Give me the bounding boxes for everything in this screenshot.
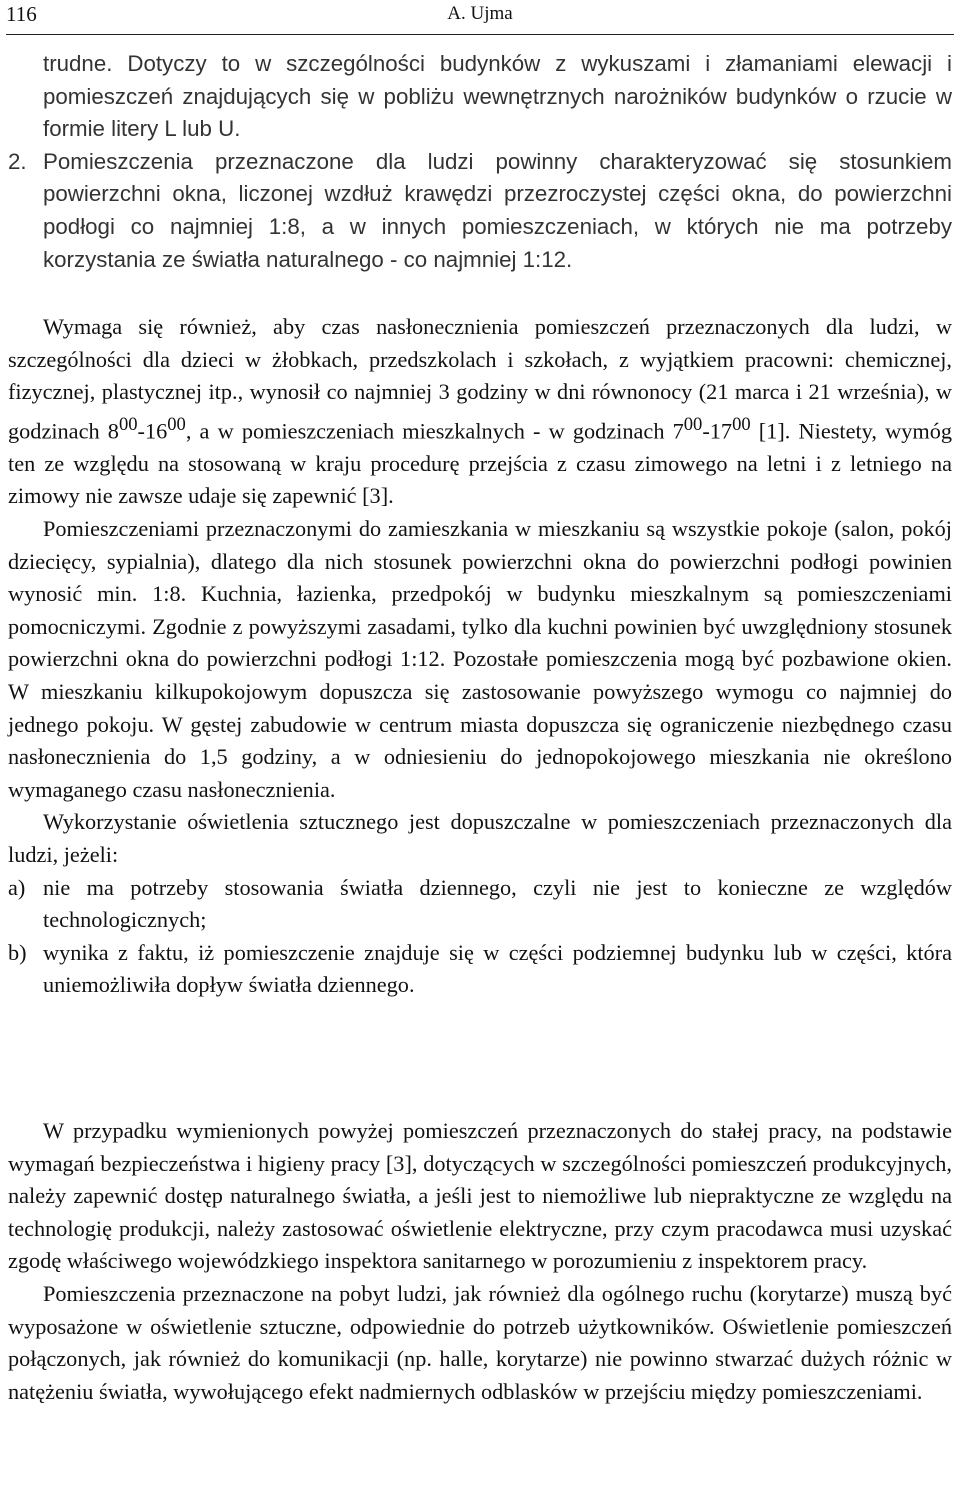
list-item-a (8, 872, 952, 937)
insolation-text-4: -17 (702, 418, 733, 444)
paragraph-work: W przypadku wymienionych powyżej pomieszczeń przeznaczonych do stałej pracy, na podstawie wymagań bezpieczeństwa i higieny pracy [3], dotyczących w szczególności pomieszczeń produkcyjnych, należy zapewnić dostęp naturalnego światła, a jeśli jest to niemożliwe lub niepraktyczne ze względu na technologię produkcji, należy zastosować oświetlenie elektryczne, przy czym pracodawca musi uzyskać zgodę właściwego wojewódzkiego inspektora sanitarnego w porozumieniu z inspektorem pracy. (8, 1118, 952, 1274)
insolation-text-1: Wymaga się również, aby czas nasłonecznienia pomieszczeń przeznaczonych dla ludzi, w szczególności dla dzieci w żłobkach, przedszkolach i szkołach, z wyjątkiem pracowni: chemicznej, fizycznej, plastycznej itp., wynosił co najmniej 3 godziny w dni równonocy (21 marca i 21 września), w godzinach 8 (8, 314, 952, 444)
superscript-1: 00 (118, 413, 138, 435)
main-text (8, 311, 952, 1002)
page-number: 116 (6, 2, 37, 26)
paragraph-rooms: Pomieszczeniami przeznaczonymi do zamieszkania w mieszkaniu są wszystkie pokoje (salon, pokój dziecięcy, sypialnia), dlatego dla nich stosunek powierzchni okna do powierzchni podłogi powinien wynosić min. 1:8. Kuchnia, łazienka, przedpokój w budynku mieszkalnym są pomieszczeniami pomocniczymi. Zgodnie z powyższymi zasadami, tylko dla kuchni powinien być uwzględniony stosunek powierzchni okna do powierzchni podłogi 1:12. Pozostałe pomieszczenia mogą być pozbawione okien. W mieszkaniu kilkupokojowym dopuszcza się zastosowanie powyższego wymogu co najmniej do jednego pokoju. W gęstej zabudowie w centrum miasta dopuszcza się ograniczenie niezbędnego czasu nasłonecznienia do 1,5 godziny, a w odniesieniu do jednopokojowego mieszkania nie określono wymaganego czasu nasłonecznienia. (8, 515, 952, 802)
item2-text: Pomieszczenia przeznaczone dla ludzi powinny charakteryzować się stosunkiem powierzchni okna, liczonej wzdłuż krawędzi przezroczystej części okna, do powierzchni podłogi co najmniej 1:8, a w innych pomieszczeniach, w których nie ma potrzeby korzystania ze światła naturalnego - co najmniej 1:12. (43, 148, 952, 272)
item2 (8, 146, 952, 276)
list-item-b (8, 937, 952, 1002)
superscript-2: 00 (167, 413, 186, 435)
list-marker-a: a) (8, 874, 26, 900)
superscript-3: 00 (683, 413, 703, 435)
main-text-lower (8, 1115, 952, 1408)
paragraph-artificial-light: Wykorzystanie oświetlenia sztucznego jest dopuszczalne w pomieszczeniach przeznaczonych dla ludzi, jeżeli: (8, 809, 952, 867)
item2-marker: 2. (8, 148, 27, 174)
insolation-text-2: -16 (137, 418, 168, 444)
list-text-a: nie ma potrzeby stosowania światła dziennego, czyli nie jest to konieczne ze względów technologicznych; (43, 874, 952, 933)
insolation-text-3: , a w pomieszczeniach mieszkalnych - w godzinach 7 (185, 418, 684, 444)
sans-section (8, 48, 952, 276)
list-marker-b: b) (8, 939, 27, 965)
list-text-b: wynika z faktu, iż pomieszczenie znajduje się w części podziemnej budynku lub w części, która uniemożliwiła dopływ światła dziennego. (43, 939, 952, 998)
superscript-4: 00 (732, 413, 751, 435)
running-header (6, 0, 954, 35)
paragraph-insolation (8, 311, 952, 513)
running-author: A. Ujma (447, 3, 513, 24)
item1-continuation: trudne. Dotyczy to w szczególności budynków z wykuszami i złamaniami elewacji i pomieszczeń znajdujących się w pobliżu wewnętrznych narożników budynków o rzucie w formie litery L lub U. (43, 51, 952, 142)
paragraph-corridors: Pomieszczenia przeznaczone na pobyt ludzi, jak również dla ogólnego ruchu (korytarze) muszą być wyposażone w oświetlenie sztuczne, odpowiednie do potrzeb użytkowników. Oświetlenie pomieszczeń połączonych, jak również do komunikacji (np. halle, korytarze) nie powinno stwarzać dużych różnic w natężeniu światła, wywołującego efekt nadmiernych odblasków w przejściu między pomieszczeniami. (8, 1280, 952, 1404)
insolation-text-5: [1]. Niestety, wymóg ten ze względu na stosowaną w kraju procedurę przejścia z czasu zimowego na letni i z letniego na zimowy nie zawsze udaje się zapewnić [3]. (8, 418, 952, 509)
